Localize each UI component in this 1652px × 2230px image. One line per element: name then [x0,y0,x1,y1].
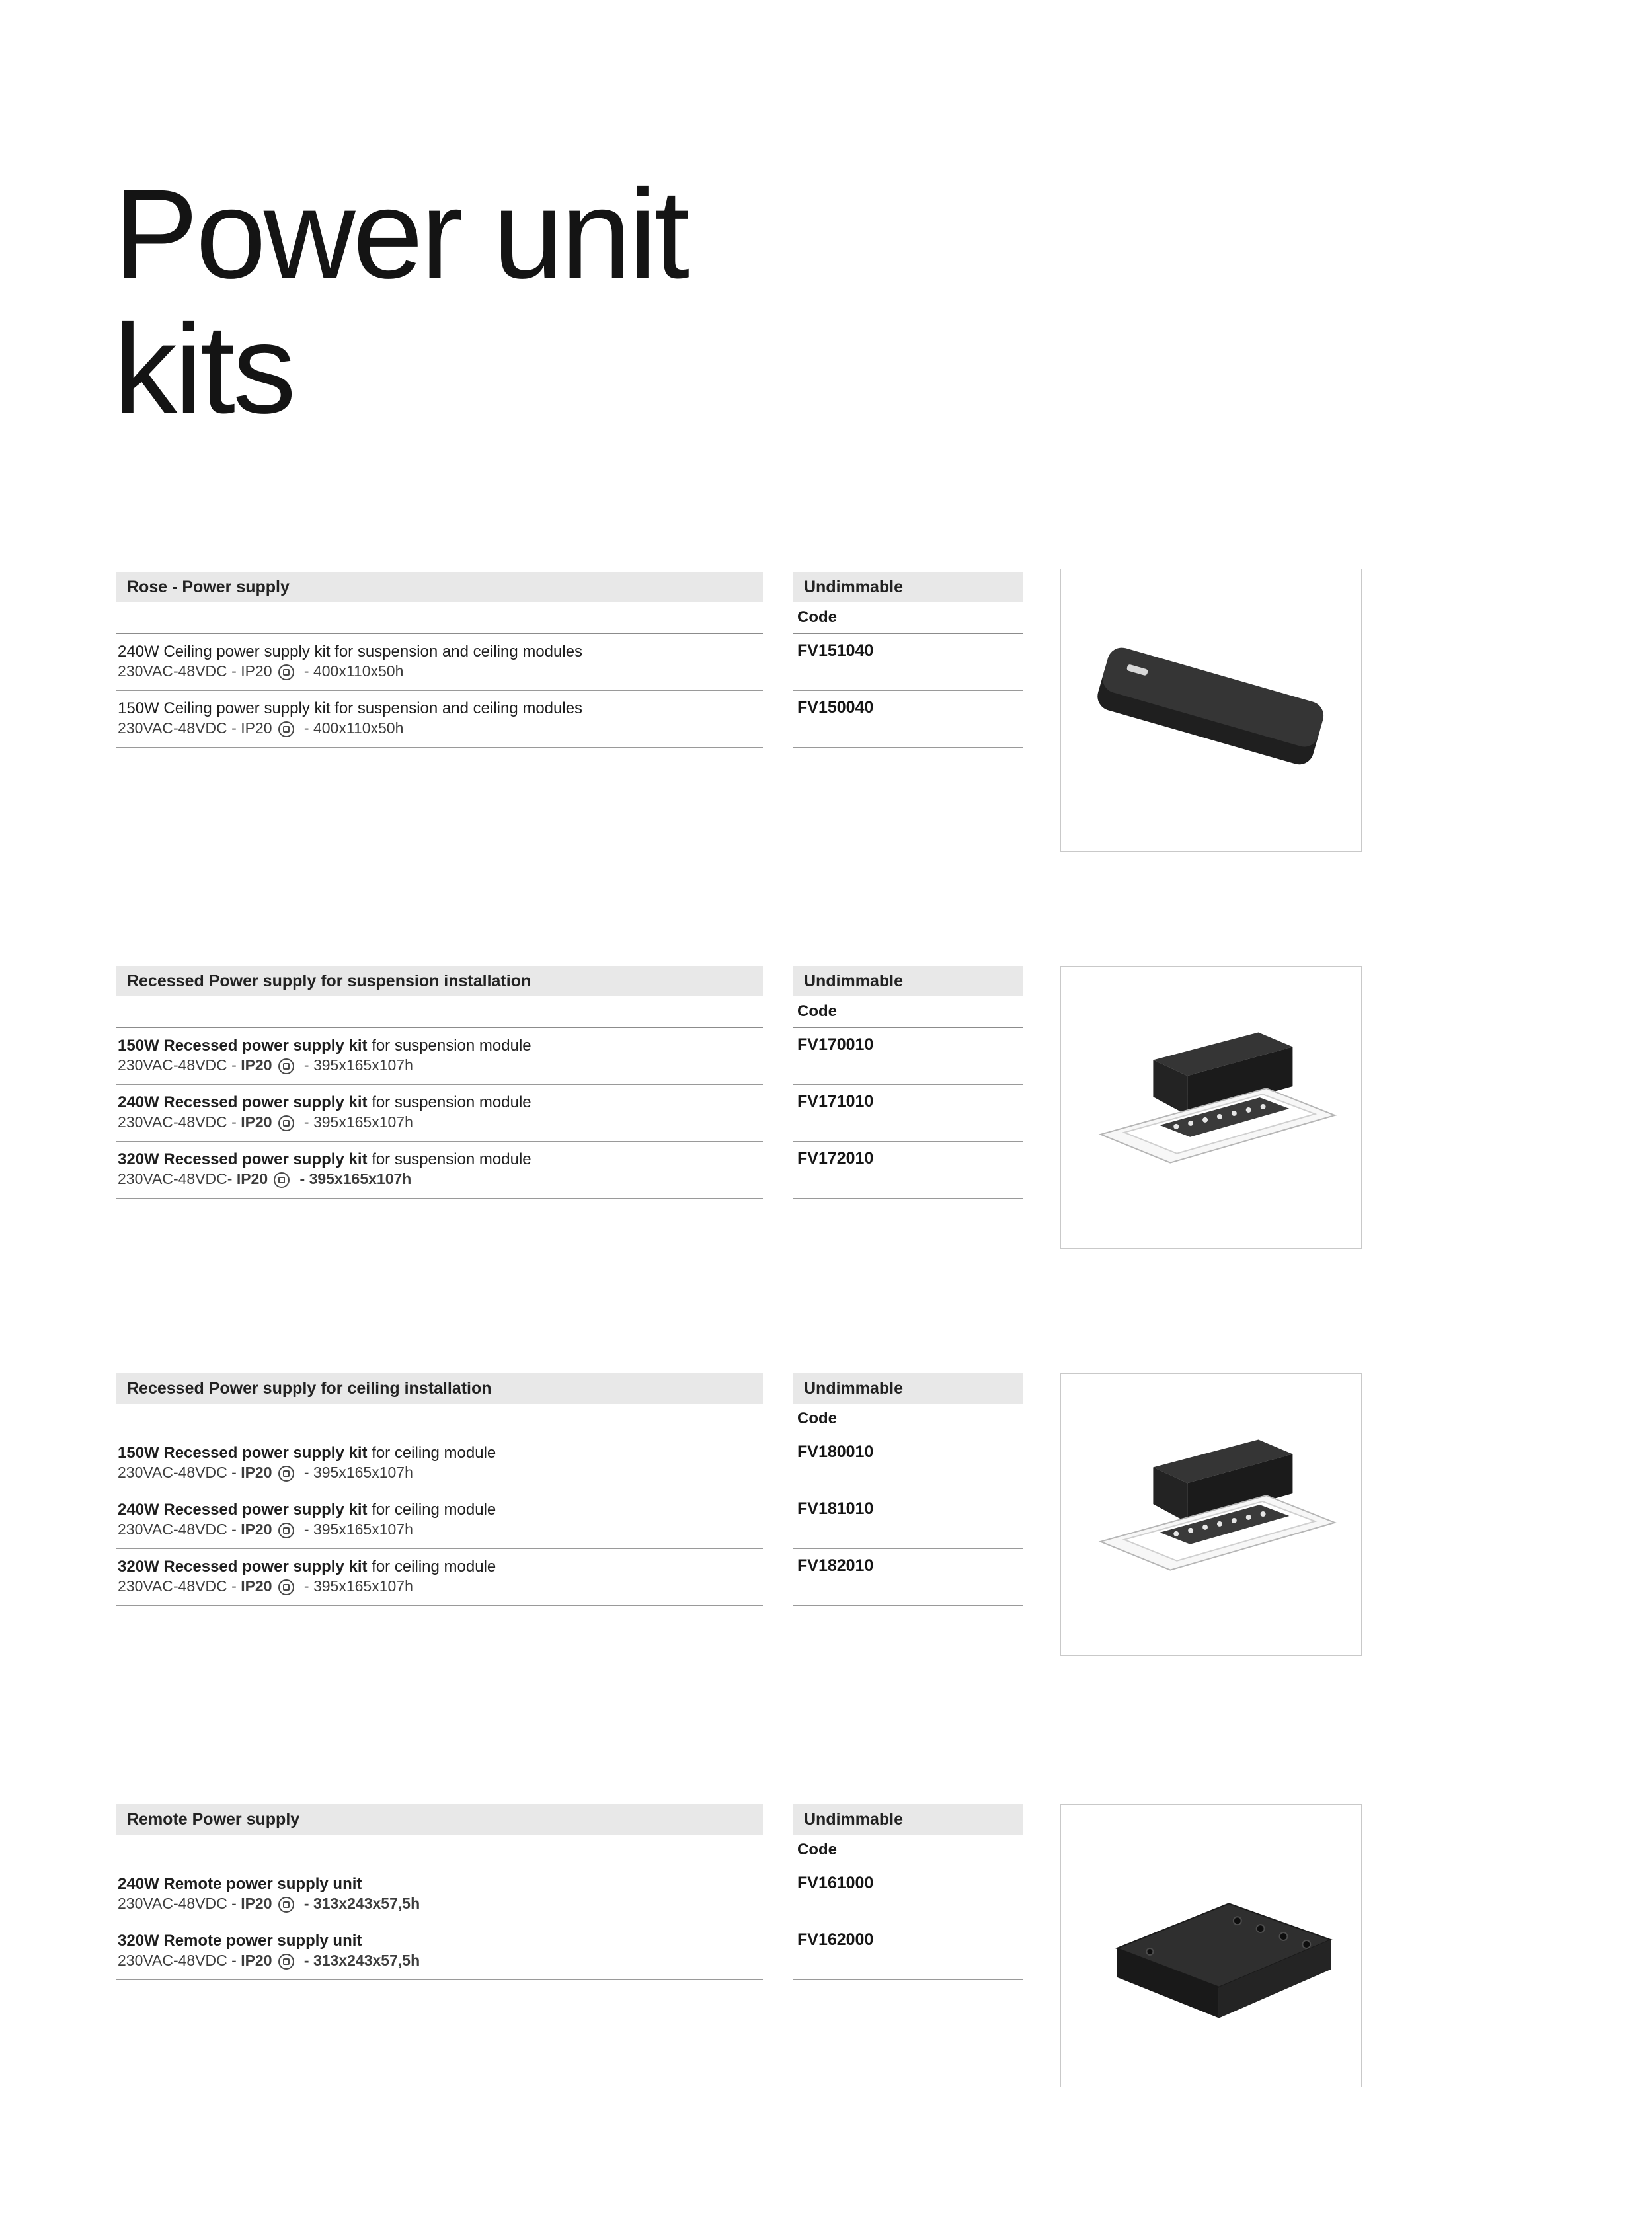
product-row-description [116,1492,763,1549]
product-row-description [116,1028,763,1085]
spec-prefix: 230VAC-48VDC - [118,1895,241,1913]
product-title [118,1149,762,1170]
product-code: FV181010 [793,1492,1023,1549]
spec-ip-rating: IP20 [241,1521,272,1538]
product-row-description [116,634,763,691]
section-recessed-ceiling [116,1373,1023,1606]
product-title-normal: for suspension module [367,1094,531,1112]
product-title-strong: 150W Recessed power supply kit [118,1444,368,1462]
product-code: FV170010 [793,1028,1023,1085]
product-spec [118,719,762,738]
protection-class-icon [278,1466,294,1482]
product-code: FV171010 [793,1085,1023,1142]
dimming-label: Undimmable [804,1378,904,1398]
product-title [118,1035,762,1056]
section-title-bar [116,1804,763,1835]
protection-class-icon [278,1058,294,1074]
protection-class-icon [274,1172,290,1188]
product-title [118,641,762,662]
spec-prefix: 230VAC-48VDC - IP20 [118,662,272,680]
product-title-normal: 240W Ceiling power supply kit for suspension and ceiling modules [118,643,583,660]
product-title-strong: 150W Recessed power supply kit [118,1037,368,1055]
spec-prefix: 230VAC-48VDC - [118,1056,241,1074]
product-code: FV172010 [793,1142,1023,1199]
protection-class-icon [278,664,294,680]
column-rule [116,1835,763,1866]
product-title-strong: 240W Recessed power supply kit [118,1501,368,1519]
product-image-recessed-ceiling [1060,1373,1362,1656]
product-row-description [116,691,763,748]
product-spec [118,1520,762,1540]
section-title: Remote Power supply [127,1810,300,1829]
product-spec [118,1577,762,1597]
product-row-description [116,1142,763,1199]
product-spec [118,1170,762,1189]
spec-prefix: 230VAC-48VDC - [118,1113,241,1131]
product-code: FV151040 [793,634,1023,691]
protection-class-icon [278,721,294,737]
spec-dimensions: - 395x165x107h [299,1113,413,1131]
spec-dimensions: - 395x165x107h [299,1056,413,1074]
product-code: FV161000 [793,1866,1023,1923]
product-title [118,698,762,719]
code-column-header: Code [793,1404,1023,1435]
code-column-header: Code [793,1835,1023,1866]
product-code: FV182010 [793,1549,1023,1606]
product-title-strong: 240W Remote power supply unit [118,1875,362,1893]
spec-prefix: 230VAC-48VDC - [118,1577,241,1595]
spec-ip-rating: IP20 [241,1056,272,1074]
page-title-line2: kits [114,297,294,440]
product-spec [118,1463,762,1483]
spec-dimensions: - 395x165x107h [295,1170,412,1188]
section-title: Rose - Power supply [127,577,290,596]
spec-prefix: 230VAC-48VDC - [118,1521,241,1538]
column-rule [116,996,763,1028]
product-title-normal: for ceiling module [367,1444,496,1462]
spec-ip-rating: IP20 [241,1464,272,1482]
code-column-header: Code [793,996,1023,1028]
dimming-bar [793,1804,1023,1835]
spec-prefix: 230VAC-48VDC - IP20 [118,719,272,737]
section-rose-power-supply [116,572,1023,748]
section-remote-power-supply [116,1804,1023,1980]
product-row-description [116,1549,763,1606]
recessed-ceiling-illustration [1061,1374,1361,1655]
product-title-normal: 150W Ceiling power supply kit for suspension and ceiling modules [118,699,583,718]
product-image-rose-power-supply [1060,569,1362,852]
product-title-strong: 320W Remote power supply unit [118,1932,362,1950]
page-title-line1: Power unit [114,163,688,305]
dimming-bar [793,1373,1023,1404]
spec-ip-rating: IP20 [236,1170,268,1188]
dimming-bar [793,572,1023,602]
product-row-description [116,1866,763,1923]
spec-dimensions: - 400x110x50h [299,662,404,680]
product-code: FV180010 [793,1435,1023,1492]
product-title-strong: 320W Recessed power supply kit [118,1558,368,1576]
spec-ip-rating: IP20 [241,1895,272,1913]
spec-ip-rating: IP20 [241,1113,272,1131]
product-title-normal: for ceiling module [367,1501,496,1519]
product-code: FV150040 [793,691,1023,748]
dimming-bar [793,966,1023,996]
rose-power-supply-illustration [1061,569,1361,851]
product-title [118,1931,762,1951]
protection-class-icon [278,1523,294,1538]
page-title [114,163,688,440]
product-spec [118,1056,762,1076]
remote-power-supply-illustration [1061,1805,1361,2087]
spec-dimensions: - 395x165x107h [299,1521,413,1538]
spec-dimensions: - 313x243x57,5h [299,1895,420,1913]
product-image-recessed-suspension [1060,966,1362,1249]
spec-prefix: 230VAC-48VDC- [118,1170,237,1188]
product-spec [118,1894,762,1914]
product-spec [118,1951,762,1971]
product-title-strong: 240W Recessed power supply kit [118,1094,368,1112]
product-title [118,1443,762,1463]
section-title-bar [116,966,763,996]
product-row-description [116,1923,763,1980]
product-title-normal: for ceiling module [367,1558,496,1576]
section-title: Recessed Power supply for ceiling installation [127,1378,492,1398]
product-image-remote-power-supply [1060,1804,1362,2087]
product-title [118,1499,762,1520]
section-title: Recessed Power supply for suspension installation [127,971,531,990]
spec-prefix: 230VAC-48VDC - [118,1952,241,1970]
product-spec [118,662,762,682]
section-title-bar [116,572,763,602]
product-title-strong: 320W Recessed power supply kit [118,1150,368,1169]
dimming-label: Undimmable [804,971,904,990]
spec-dimensions: - 313x243x57,5h [299,1952,420,1970]
protection-class-icon [278,1579,294,1595]
product-title-normal: for suspension module [367,1150,531,1169]
spec-dimensions: - 400x110x50h [299,719,404,737]
dimming-label: Undimmable [804,577,904,596]
product-title [118,1556,762,1577]
spec-ip-rating: IP20 [241,1952,272,1970]
spec-dimensions: - 395x165x107h [299,1464,413,1482]
protection-class-icon [278,1954,294,1970]
column-rule [116,1404,763,1435]
column-rule [116,602,763,634]
product-row-description [116,1435,763,1492]
product-code: FV162000 [793,1923,1023,1980]
code-column-header: Code [793,602,1023,634]
dimming-label: Undimmable [804,1810,904,1829]
protection-class-icon [278,1897,294,1913]
product-row-description [116,1085,763,1142]
spec-prefix: 230VAC-48VDC - [118,1464,241,1482]
product-spec [118,1113,762,1133]
protection-class-icon [278,1115,294,1131]
section-recessed-suspension [116,966,1023,1199]
product-title [118,1874,762,1894]
spec-dimensions: - 395x165x107h [299,1577,413,1595]
recessed-suspension-illustration [1061,967,1361,1248]
product-title-normal: for suspension module [367,1037,531,1055]
spec-ip-rating: IP20 [241,1577,272,1595]
product-title [118,1092,762,1113]
section-title-bar [116,1373,763,1404]
